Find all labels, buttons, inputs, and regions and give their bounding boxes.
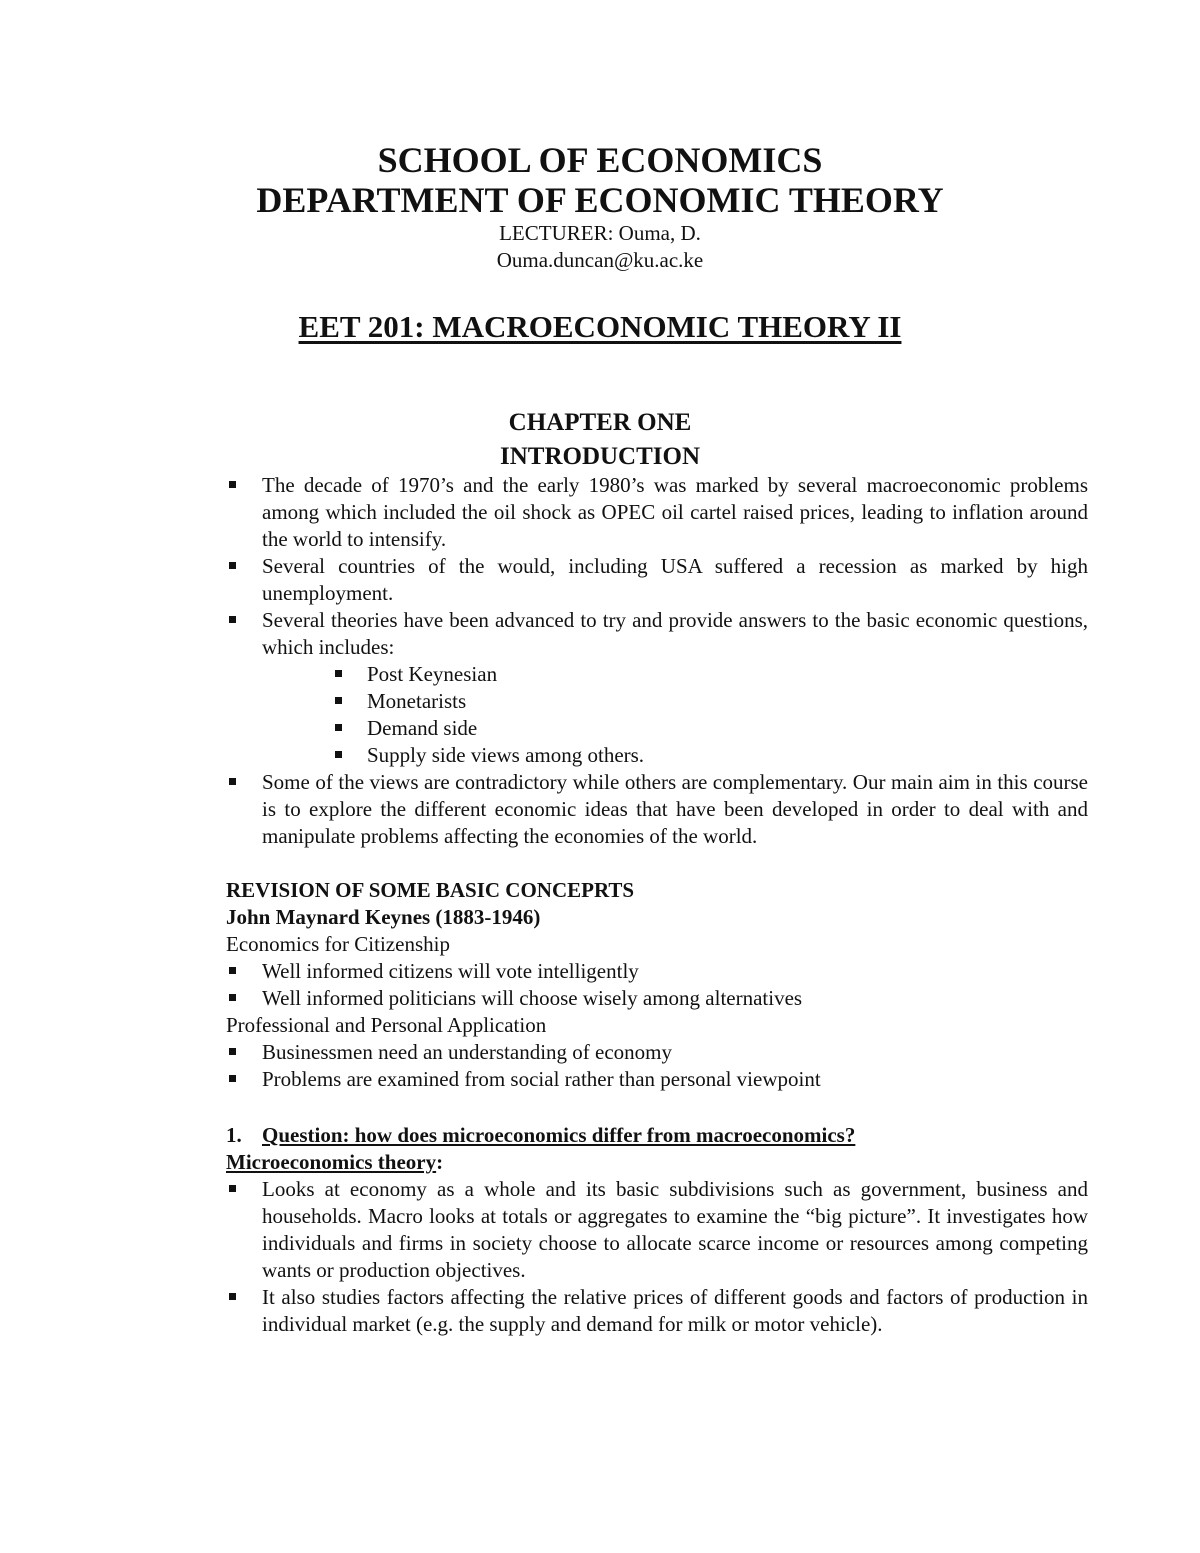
chapter-title: INTRODUCTION [499, 443, 701, 470]
question-heading [226, 1122, 1088, 1149]
list-item [226, 958, 1088, 985]
application-label: Professional and Personal Application [226, 1013, 547, 1037]
bullet-square-icon [335, 751, 342, 758]
list-item-text: Looks at economy as a whole and its basic subdivisions such as government, business and households. Macro looks at totals or aggregates to examine the “big picture”. It investigates how individuals and firms in society choose to allocate scarce income or resources among competing wants or production objectives. [262, 1177, 1088, 1282]
intro-section [226, 472, 1088, 850]
list-item [226, 553, 1088, 607]
list-item-text: It also studies factors affecting the relative prices of different goods and factors of production in individual market (e.g. the supply and demand for milk or motor vehicle). [262, 1285, 1088, 1336]
list-item [226, 1176, 1088, 1284]
micro-theory-label: Microeconomics theory [226, 1150, 437, 1174]
list-item-text: Problems are examined from social rather than personal viewpoint [262, 1067, 821, 1091]
bullet-square-icon [335, 697, 342, 704]
micro-theory-colon: : [436, 1150, 444, 1174]
keynes-heading: John Maynard Keynes (1883-1946) [226, 905, 541, 929]
revision-section [226, 877, 1088, 1093]
chapter-number: CHAPTER ONE [508, 409, 692, 436]
bullet-square-icon [229, 1048, 236, 1055]
list-item-text: Several theories have been advanced to try and provide answers to the basic economic questions, which includes: [262, 608, 1088, 659]
list-item [226, 985, 1088, 1012]
theory-list-item [226, 688, 1088, 715]
list-item [226, 1066, 1088, 1093]
list-item-text: The decade of 1970’s and the early 1980’s was marked by several macroeconomic problems among which included the oil shock as OPEC oil cartel raised prices, leading to inflation around the world to intensify. [262, 473, 1088, 551]
list-item-text: Well informed citizens will vote intelligently [262, 959, 639, 983]
bullet-square-icon [229, 1293, 236, 1300]
list-item-text: Well informed politicians will choose wisely among alternatives [262, 986, 803, 1010]
list-item-text: Some of the views are contradictory while others are complementary. Our main aim in this course is to explore the different economic ideas that have been developed in order to deal with and manipulate problems affecting the economies of the world. [262, 770, 1088, 848]
theory-text: Supply side views among others. [367, 743, 645, 767]
theory-text: Demand side [367, 716, 478, 740]
theory-list-item [226, 742, 1088, 769]
bullet-square-icon [335, 670, 342, 677]
bullet-square-icon [229, 562, 236, 569]
list-item [226, 472, 1088, 553]
list-item [226, 1039, 1088, 1066]
list-item-text: Several countries of the would, including USA suffered a recession as marked by high unemployment. [262, 554, 1088, 605]
document-header [0, 140, 1200, 274]
bullet-square-icon [229, 1185, 236, 1192]
question-number: 1. [226, 1123, 242, 1147]
question-section [226, 1122, 1088, 1338]
theory-list-item [226, 715, 1088, 742]
lecturer-line: LECTURER: Ouma, D. [499, 221, 701, 245]
list-item [226, 769, 1088, 850]
school-name: SCHOOL OF ECONOMICS [377, 140, 823, 180]
revision-heading: REVISION OF SOME BASIC CONCEPRTS [226, 878, 635, 902]
bullet-square-icon [335, 724, 342, 731]
list-item [226, 607, 1088, 661]
department-name: DEPARTMENT OF ECONOMIC THEORY [256, 180, 944, 220]
course-title: EET 201: MACROECONOMIC THEORY II [298, 309, 902, 344]
list-item-text: Businessmen need an understanding of economy [262, 1040, 672, 1064]
theory-list-item [226, 661, 1088, 688]
bullet-square-icon [229, 1075, 236, 1082]
citizenship-label: Economics for Citizenship [226, 932, 450, 956]
theory-text: Monetarists [367, 689, 467, 713]
chapter-heading [0, 406, 1200, 474]
theory-text: Post Keynesian [367, 662, 498, 686]
course-title-wrap [0, 309, 1200, 345]
micro-theory-heading [226, 1149, 1088, 1176]
list-item [226, 1284, 1088, 1338]
question-text: Question: how does microeconomics differ from macroeconomics? [262, 1123, 856, 1147]
bullet-square-icon [229, 616, 236, 623]
bullet-square-icon [229, 967, 236, 974]
lecturer-email: Ouma.duncan@ku.ac.ke [496, 248, 704, 272]
bullet-square-icon [229, 994, 236, 1001]
bullet-square-icon [229, 481, 236, 488]
bullet-square-icon [229, 778, 236, 785]
